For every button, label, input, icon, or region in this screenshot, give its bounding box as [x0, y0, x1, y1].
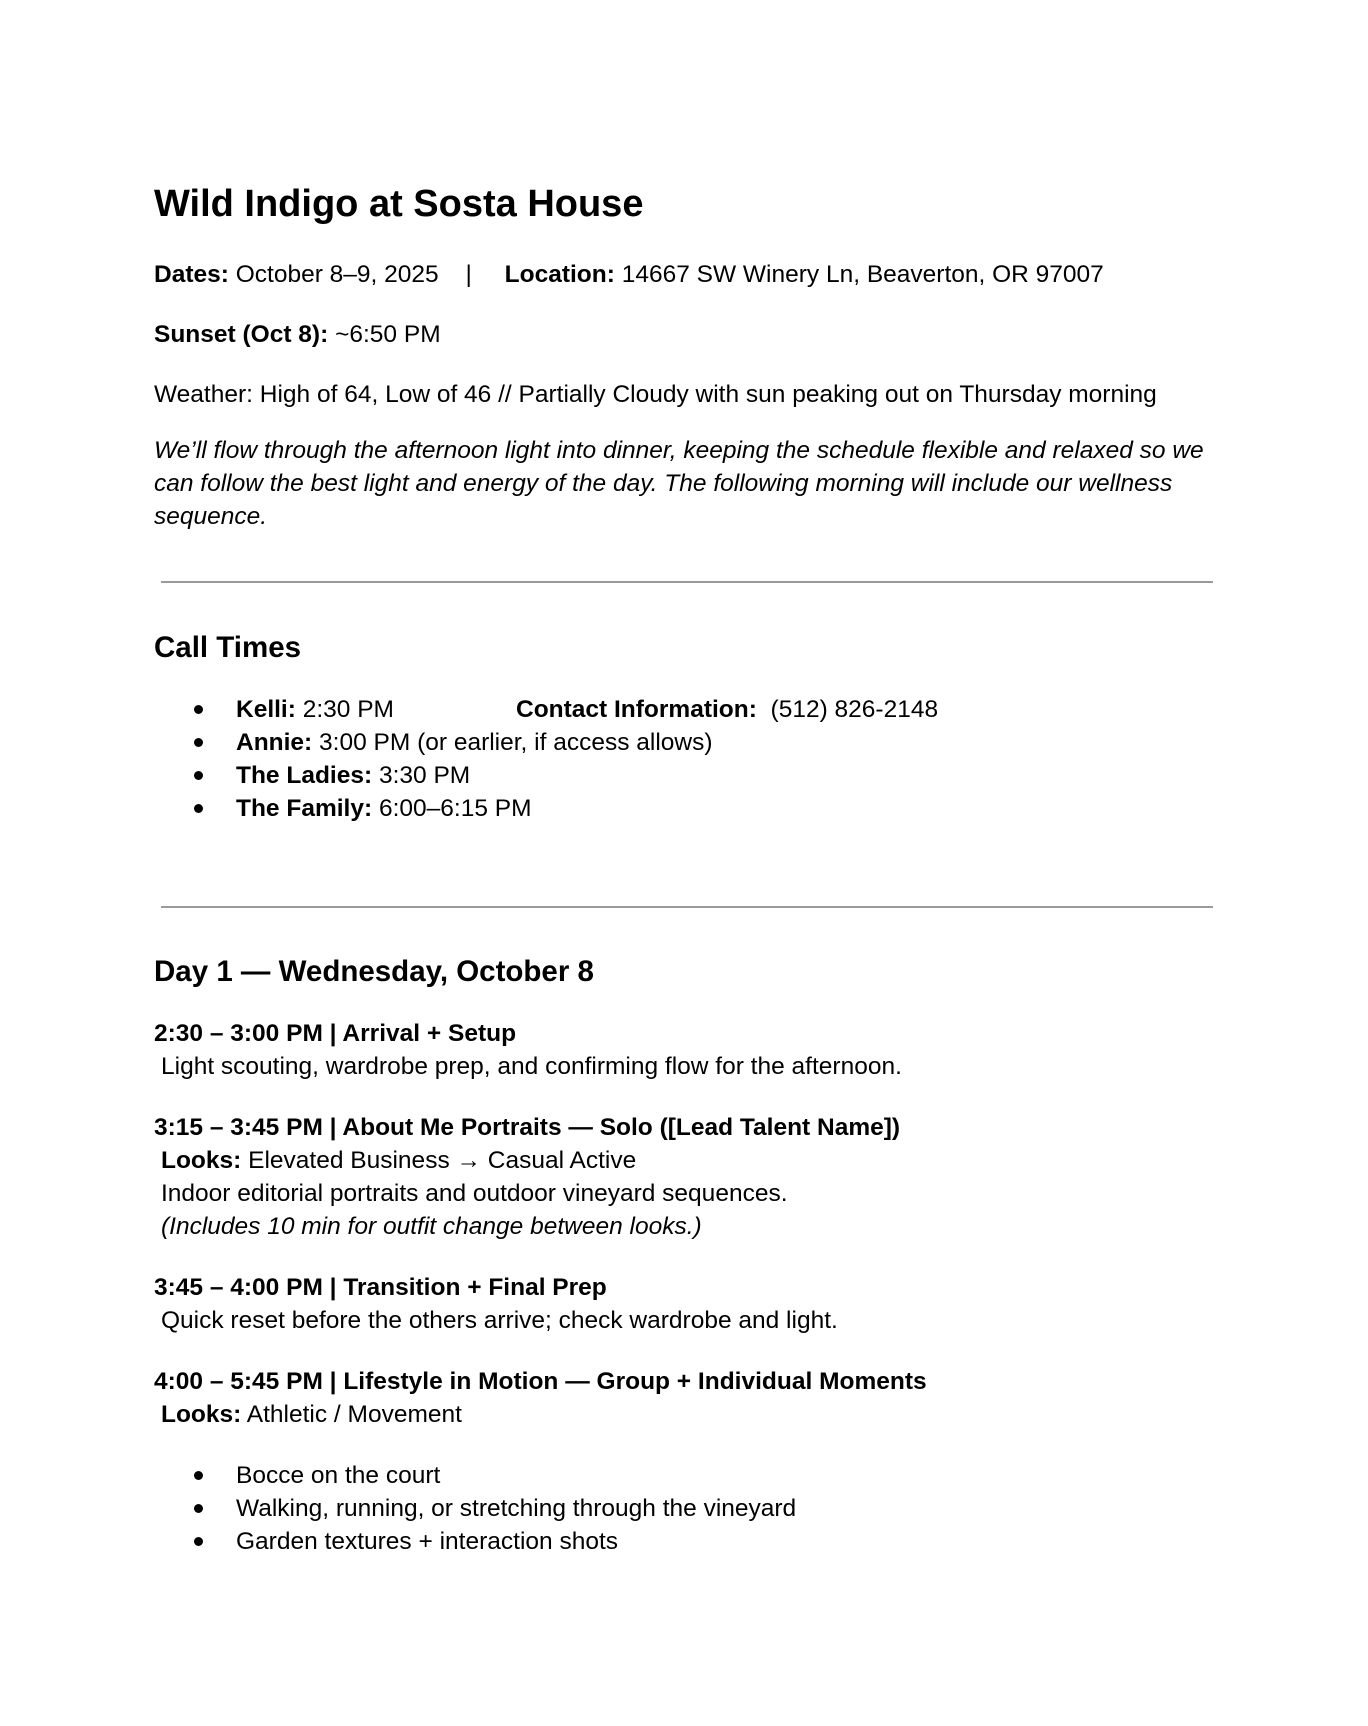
- day1-heading: Day 1 — Wednesday, October 8: [154, 955, 594, 988]
- weather-line: Weather: High of 64, Low of 46 // Partially Cloudy with sun peaking out on Thursday morning: [154, 381, 1157, 408]
- bullet-icon: [194, 1471, 203, 1480]
- schedule-block-title: 3:15 – 3:45 PM | About Me Portraits — Solo ([Lead Talent Name]): [154, 1114, 901, 1141]
- call-times-heading: Call Times: [154, 631, 302, 664]
- schedule-block-title: 2:30 – 3:00 PM | Arrival + Setup: [154, 1020, 517, 1047]
- bullet-icon: [194, 1537, 203, 1546]
- activity-item: Garden textures + interaction shots: [154, 1525, 796, 1558]
- dates-value: October 8–9, 2025: [235, 261, 439, 288]
- contact-phone: (512) 826-2148: [770, 696, 939, 723]
- bullet-icon: [194, 1504, 203, 1513]
- schedule-block-desc: Indoor editorial portraits and outdoor vineyard sequences.: [161, 1180, 788, 1207]
- call-time-item: Kelli: 2:30 PM Contact Information: (512) 826-2148: [154, 693, 713, 726]
- contact-information: [516, 693, 938, 726]
- bullet-icon: [194, 804, 203, 813]
- document-title: Wild Indigo at Sosta House: [154, 183, 644, 225]
- contact-label: Contact Information:: [516, 696, 757, 723]
- schedule-block-looks: Looks: Athletic / Movement: [161, 1401, 462, 1428]
- call-time-item: The Family: 6:00–6:15 PM: [154, 792, 713, 825]
- activity-item: Walking, running, or stretching through the vineyard: [154, 1492, 796, 1525]
- bullet-icon: [194, 705, 203, 714]
- call-time-item: Annie: 3:00 PM (or earlier, if access allows): [154, 726, 713, 759]
- call-time-item: The Ladies: 3:30 PM: [154, 759, 713, 792]
- activity-item: Bocce on the court: [154, 1459, 796, 1492]
- schedule-block-title: 4:00 – 5:45 PM | Lifestyle in Motion — Group + Individual Moments: [154, 1368, 927, 1395]
- location-label: Location:: [504, 261, 615, 288]
- divider: [161, 906, 1213, 908]
- sunset-label: Sunset (Oct 8):: [154, 321, 329, 348]
- intro-paragraph: We’ll flow through the afternoon light into dinner, keeping the schedule flexible and relaxed so we can follow the best light and energy of the day. The following morning will include our wellness sequence.: [154, 437, 1204, 530]
- separator: |: [465, 261, 472, 288]
- sunset-value: ~6:50 PM: [335, 321, 441, 348]
- schedule-block-title: 3:45 – 4:00 PM | Transition + Final Prep: [154, 1274, 607, 1301]
- schedule-block-note: (Includes 10 min for outfit change between looks.): [161, 1213, 702, 1240]
- schedule-block-desc: Light scouting, wardrobe prep, and confirming flow for the afternoon.: [161, 1053, 902, 1080]
- bullet-icon: [194, 771, 203, 780]
- bullet-icon: [194, 738, 203, 747]
- location-value: 14667 SW Winery Ln, Beaverton, OR 97007: [621, 261, 1104, 288]
- divider: [161, 581, 1213, 583]
- call-times-list: [154, 693, 939, 825]
- schedule-block-desc: Quick reset before the others arrive; check wardrobe and light.: [161, 1307, 838, 1334]
- dates-location-line: [154, 258, 1104, 291]
- sunset-line: [154, 318, 441, 351]
- schedule-block-looks: Looks: Elevated Business → Casual Active: [161, 1147, 637, 1174]
- activity-list: [154, 1459, 796, 1558]
- dates-label: Dates:: [154, 261, 229, 288]
